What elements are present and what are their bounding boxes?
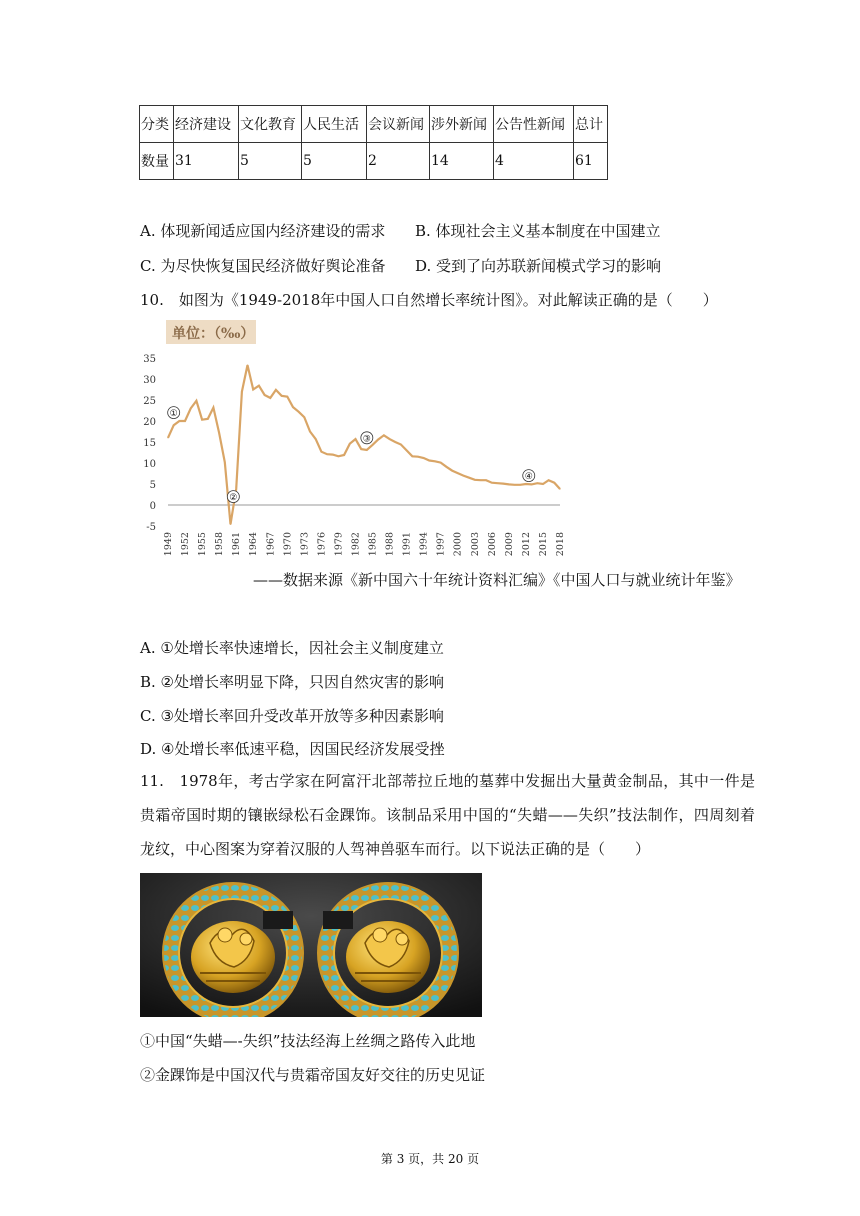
data-point <box>179 420 180 421</box>
x-tick-label: 1961 <box>231 532 243 557</box>
table-cell: 会议新闻 <box>367 106 430 143</box>
data-point <box>474 479 475 480</box>
data-point <box>292 407 293 408</box>
data-point <box>508 484 509 485</box>
data-point <box>434 461 435 462</box>
chart-title: 单位：（‰） <box>172 326 255 342</box>
x-tick-label: 2009 <box>503 532 515 557</box>
q10-option-d: D. ④处增长率低速平稳，因国民经济发展受挫 <box>140 740 445 758</box>
data-point <box>451 470 452 471</box>
y-tick-label: 25 <box>143 396 156 407</box>
data-point <box>332 454 333 455</box>
table-header-row <box>140 106 608 143</box>
x-tick-label: 1967 <box>265 532 277 557</box>
data-point <box>486 480 487 481</box>
data-point <box>417 456 418 457</box>
x-tick-label: 1958 <box>214 532 226 557</box>
data-point <box>355 438 356 439</box>
question-10-stem: 10. 如图为《1949-2018年中国人口自然增长率统计图》。对此解读正确的是（ ） <box>140 291 718 309</box>
q10-option-b: B. ②处增长率明显下降，只因自然灾害的影响 <box>140 673 445 691</box>
data-point <box>514 484 515 485</box>
x-tick-label: 2015 <box>537 532 549 557</box>
statement-1: ①中国“失蜡—-失织”技法经海上丝绸之路传入此地 <box>140 1032 476 1050</box>
data-point <box>361 449 362 450</box>
table-row <box>140 143 608 180</box>
data-point <box>406 450 407 451</box>
data-point <box>537 483 538 484</box>
x-tick-label: 1994 <box>418 532 430 557</box>
x-tick-label: 1976 <box>316 532 328 557</box>
data-point <box>344 454 345 455</box>
x-tick-label: 2003 <box>469 532 481 557</box>
table-cell: 5 <box>239 143 302 180</box>
data-point <box>309 431 310 432</box>
data-point <box>247 365 248 366</box>
statement-2: ②金踝饰是中国汉代与贵霜帝国友好交往的历史见证 <box>140 1066 486 1084</box>
y-tick-label: 5 <box>149 480 156 491</box>
data-point <box>469 477 470 478</box>
data-point <box>201 419 202 420</box>
data-point <box>298 411 299 412</box>
x-tick-label: 2000 <box>452 532 464 557</box>
data-point <box>531 484 532 485</box>
data-point <box>338 456 339 457</box>
data-point <box>480 480 481 481</box>
table-cell: 公告性新闻 <box>494 106 574 143</box>
annotation-label: ④ <box>524 472 533 483</box>
data-point <box>326 454 327 455</box>
question-11-stem: 11. 1978年，考古学家在阿富汗北部蒂拉丘地的墓葬中发掘出大量黄金制品，其中一件是贵霜帝国时期的镶嵌绿松石金踝饰。该制品采用中国的“失蜡——失织”技法制作，四周刻着龙纹，中心图案为穿着汉服的人驾神兽驱车而行。以下说法正确的是（ ） <box>140 772 755 858</box>
table-cell: 4 <box>494 143 574 180</box>
data-point <box>548 480 549 481</box>
data-point <box>389 438 390 439</box>
q10-option-c: C. ③处增长率回升受改革开放等多种因素影响 <box>140 707 444 725</box>
data-point <box>315 438 316 439</box>
x-tick-label: 1988 <box>384 532 396 557</box>
data-point <box>190 408 191 409</box>
series-line <box>168 365 560 524</box>
data-point <box>281 395 282 396</box>
x-tick-label: 1985 <box>367 532 379 557</box>
chart-annotation <box>227 491 239 504</box>
data-point <box>196 400 197 401</box>
table-cell: 2 <box>367 143 430 180</box>
data-point <box>184 420 185 421</box>
x-tick-label: 1973 <box>299 532 311 557</box>
table-cell: 14 <box>430 143 494 180</box>
data-point <box>542 483 543 484</box>
data-point <box>224 462 225 463</box>
gold-anklet-photo <box>140 873 482 1017</box>
data-point <box>497 483 498 484</box>
data-point <box>241 391 242 392</box>
x-tick-label: 1982 <box>350 532 362 557</box>
x-tick-label: 1949 <box>163 532 174 557</box>
data-point <box>230 524 231 525</box>
chart-annotation <box>361 432 373 445</box>
population-growth-chart <box>140 318 580 573</box>
chart-annotation <box>523 470 535 483</box>
data-point <box>446 466 447 467</box>
table-cell: 31 <box>174 143 239 180</box>
y-tick-label: 0 <box>149 501 156 512</box>
data-point <box>525 483 526 484</box>
y-tick-label: 10 <box>143 459 156 470</box>
data-point <box>173 425 174 426</box>
x-tick-label: 1955 <box>197 532 209 557</box>
data-point <box>559 488 560 489</box>
data-point <box>400 444 401 445</box>
statistics-table <box>139 105 608 180</box>
data-point <box>213 407 214 408</box>
data-point <box>423 457 424 458</box>
x-tick-label: 1952 <box>180 532 192 557</box>
data-point <box>167 437 168 438</box>
y-tick-label: 15 <box>143 438 156 449</box>
data-point <box>321 451 322 452</box>
data-point <box>275 389 276 390</box>
data-point <box>219 432 220 433</box>
data-point <box>287 396 288 397</box>
x-tick-label: 2006 <box>486 532 498 557</box>
annotation-label: ② <box>229 493 238 504</box>
x-tick-label: 1979 <box>333 532 345 557</box>
table-cell: 61 <box>574 143 608 180</box>
page-footer: 第 3 页，共 20 页 <box>380 1152 480 1166</box>
option-c: C. 为尽快恢复国民经济做好舆论准备 <box>140 257 386 275</box>
table-cell: 分类 <box>140 106 174 143</box>
y-tick-label: -5 <box>146 522 156 533</box>
annotation-label: ① <box>169 409 178 420</box>
x-tick-label: 1997 <box>435 532 447 557</box>
y-tick-label: 30 <box>143 375 156 386</box>
data-point <box>463 475 464 476</box>
data-point <box>349 443 350 444</box>
data-point <box>395 441 396 442</box>
data-point <box>429 460 430 461</box>
data-point <box>372 444 373 445</box>
table-cell: 总计 <box>574 106 608 143</box>
data-point <box>366 449 367 450</box>
annotation-label: ③ <box>362 434 371 445</box>
data-point <box>253 389 254 390</box>
data-point <box>554 482 555 483</box>
y-tick-label: 20 <box>143 417 156 428</box>
data-point <box>412 456 413 457</box>
data-point <box>457 472 458 473</box>
data-point <box>491 482 492 483</box>
data-point <box>383 435 384 436</box>
option-a: A. 体现新闻适应国内经济建设的需求 <box>140 222 386 240</box>
table-cell: 涉外新闻 <box>430 106 494 143</box>
chart-source: ——数据来源《新中国六十年统计资料汇编》《中国人口与就业统计年鉴》 <box>253 571 741 589</box>
data-point <box>270 397 271 398</box>
data-point <box>236 488 237 489</box>
data-point <box>258 385 259 386</box>
data-point <box>440 462 441 463</box>
table-cell: 数量 <box>140 143 174 180</box>
data-point <box>207 418 208 419</box>
data-point <box>378 439 379 440</box>
data-point <box>503 483 504 484</box>
option-d: D. 受到了向苏联新闻模式学习的影响 <box>415 257 662 275</box>
q10-option-a: A. ①处增长率快速增长，因社会主义制度建立 <box>140 639 444 657</box>
x-tick-label: 2018 <box>555 532 566 557</box>
option-b: B. 体现社会主义基本制度在中国建立 <box>415 222 661 240</box>
x-tick-label: 1970 <box>282 532 294 557</box>
y-tick-label: 35 <box>143 354 156 365</box>
table-cell: 经济建设 <box>174 106 239 143</box>
table-cell: 文化教育 <box>239 106 302 143</box>
data-point <box>520 484 521 485</box>
table-cell: 5 <box>302 143 367 180</box>
x-tick-label: 2012 <box>520 532 532 557</box>
chart-annotation <box>168 407 180 420</box>
data-point <box>264 394 265 395</box>
data-point <box>304 417 305 418</box>
x-tick-label: 1964 <box>248 532 260 557</box>
x-tick-label: 1991 <box>401 532 413 557</box>
table-cell: 人民生活 <box>302 106 367 143</box>
